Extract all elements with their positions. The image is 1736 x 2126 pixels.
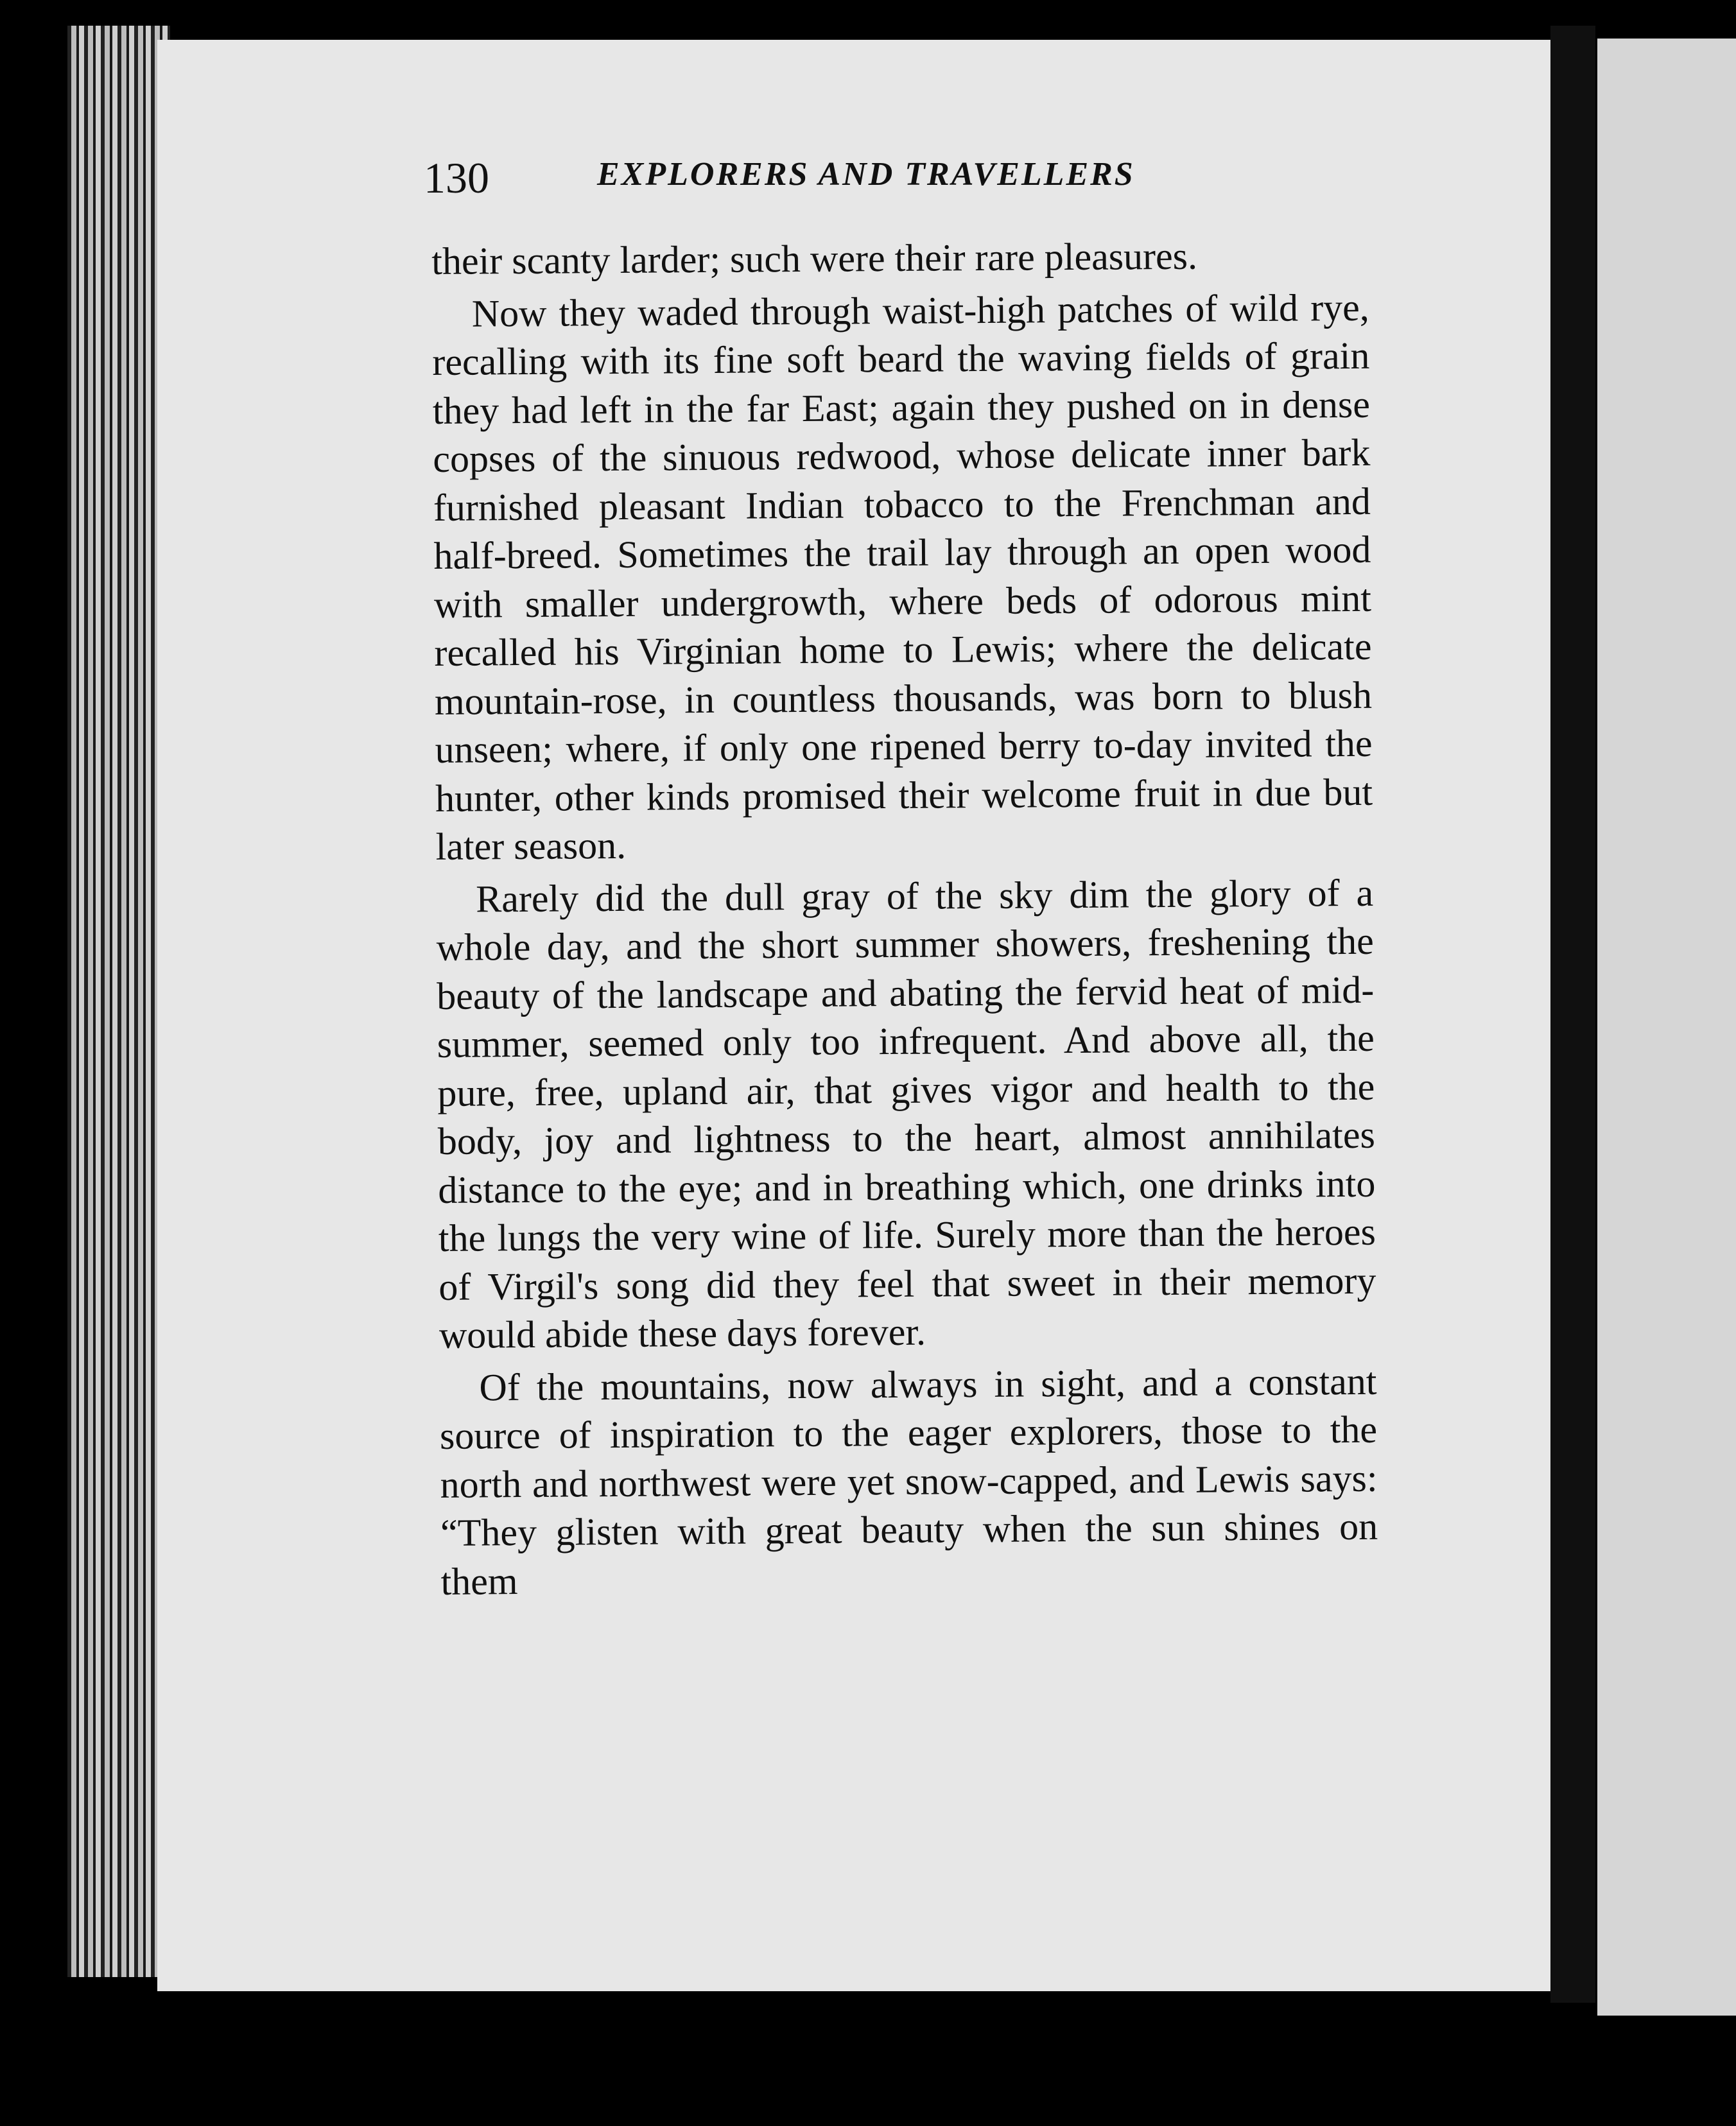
running-title: EXPLORERS AND TRAVELLERS — [597, 156, 1135, 193]
body-text — [431, 231, 1380, 1881]
paragraph: Of the mountains, now always in sight, and a constant source of inspiration to the eager explorers, those to the north and northwest were yet snow-capped, and Lewis says: “They glisten with great beauty when the sun shines on them — [439, 1360, 1378, 1603]
book-gutter — [1550, 26, 1595, 2003]
paragraph: their scanty larder; such were their rare pleasures. — [431, 234, 1198, 282]
page-number: 130 — [424, 153, 489, 202]
page-header — [424, 153, 1258, 211]
facing-page-edge — [1597, 39, 1736, 2016]
paragraph: Rarely did the dull gray of the sky dim the glory of a whole day, and the short summer showers, freshening the beauty of the landscape and abating the fervid heat of mid-summer, seemed only too infrequent. And above all, the pure, free, upland air, that gives vigor and health to the body, joy and lightness to the heart, almost annihilates distance to the eye; and in breathing which, one drinks into the lungs the very wine of life. Surely more than the heroes of Virgil's song did they feel that sweet in their memory would abide these days forever. — [436, 871, 1376, 1356]
book-page-edges — [67, 26, 170, 1977]
paragraph: Now they waded through waist-high patches of wild rye, recalling with its fine soft beard the waving fields of grain they had left in the far East; again they pushed on in dense copses of the sinuous redwood, whose delicate inner bark furnished pleasant Indian tobacco to the Frenchman and half-breed. Sometimes the trail lay through an open wood with smaller undergrowth, where beds of odorous mint recalled his Virginian home to Lewis; where the delicate mountain-rose, in countless thousands, was born to blush unseen; where, if only one ripened berry to-day invited the hunter, other kinds promised their welcome fruit in due but later season. — [432, 286, 1373, 868]
